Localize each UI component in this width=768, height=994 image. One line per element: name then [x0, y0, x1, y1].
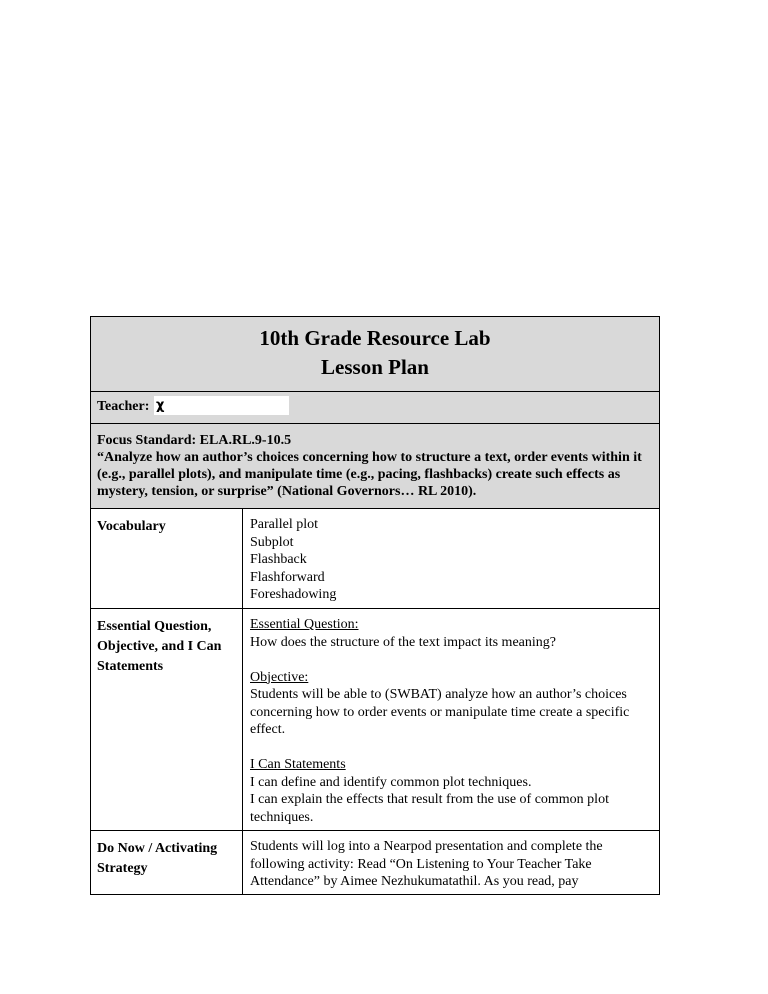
essential-question-content [243, 609, 659, 830]
objective-text: Students will be able to (SWBAT) analyze how an author’s choices concerning how to order events or manipulate time create a specific effect. [250, 687, 630, 737]
vocabulary-item: Subplot [250, 534, 294, 550]
i-can-heading: I Can Statements [250, 757, 346, 772]
vocabulary-item: Flashback [250, 552, 307, 567]
teacher-row [91, 391, 659, 423]
lesson-plan-table [90, 316, 660, 895]
page-subtitle: Lesson Plan [321, 355, 429, 379]
vocabulary-item: Flashforward [250, 569, 325, 585]
teacher-label: Teacher: [97, 399, 150, 414]
focus-standard-label: Focus Standard: ELA.RL.9-10.5 [97, 433, 292, 448]
essential-question-row [91, 608, 659, 830]
teacher-name-field: χ [154, 396, 289, 415]
page-title: 10th Grade Resource Lab [259, 326, 491, 350]
vocabulary-row [91, 508, 659, 608]
vocabulary-list [243, 509, 659, 608]
i-can-item: I can define and identify common plot techniques. [250, 774, 532, 790]
essential-question-heading: Essential Question: [250, 617, 359, 632]
do-now-label: Do Now / Activating Strategy [91, 831, 243, 894]
i-can-item: I can explain the effects that result from the use of common plot techniques. [250, 792, 609, 825]
do-now-text: Students will log into a Nearpod presentation and complete the following activity: Read “On Listening to Your Teacher Take Attendance” by Aimee Nezhukumatathil. As you read, pay [250, 839, 603, 889]
vocabulary-item: Foreshadowing [250, 587, 337, 602]
do-now-row [91, 830, 659, 894]
focus-standard-row [91, 423, 659, 508]
title-row [91, 317, 659, 391]
essential-question-label: Essential Question, Objective, and I Can Statements [91, 609, 243, 830]
vocabulary-item: Parallel plot [250, 517, 319, 532]
focus-standard-text: “Analyze how an author’s choices concerning how to structure a text, order events within it (e.g., parallel plots), and manipulate time (e.g., pacing, flashbacks) create such effects as mystery, tension, or surprise” (National Governors… RL 2010). [97, 450, 642, 499]
objective-heading: Objective: [250, 669, 309, 685]
essential-question-text: How does the structure of the text impact its meaning? [250, 634, 556, 650]
vocabulary-label: Vocabulary [91, 509, 243, 608]
